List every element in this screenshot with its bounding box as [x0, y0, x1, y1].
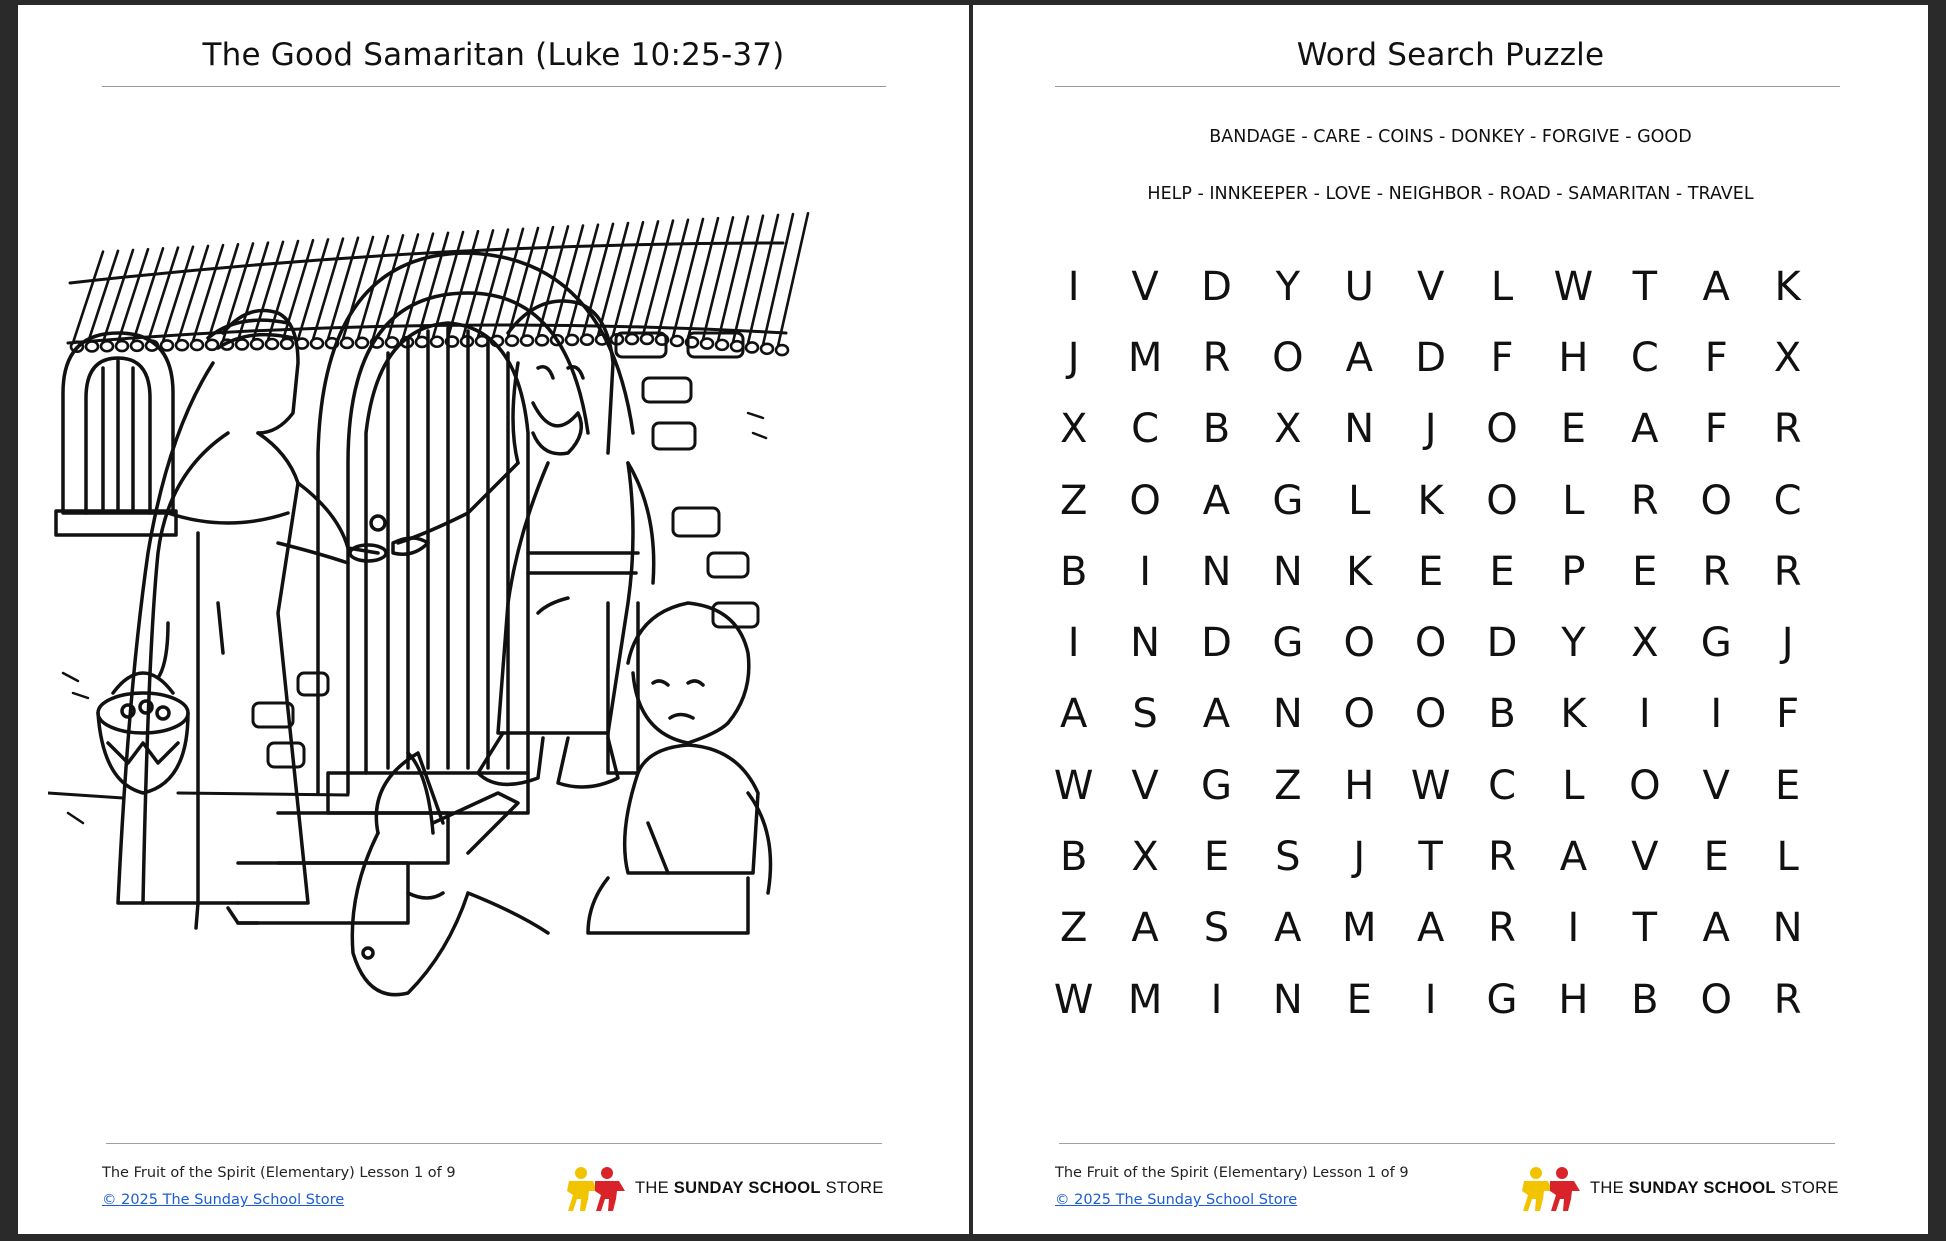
grid-letter: H: [1344, 762, 1375, 809]
grid-letter: Z: [1274, 762, 1302, 809]
grid-letter: S: [1275, 834, 1301, 881]
grid-letter: N: [1130, 620, 1161, 667]
grid-letter: I: [1638, 691, 1651, 738]
grid-letter: Y: [1275, 263, 1301, 310]
grid-letter: E: [1418, 548, 1444, 595]
grid-letter: I: [1067, 263, 1080, 310]
grid-letter: A: [1131, 905, 1159, 952]
grid-letter: O: [1343, 691, 1375, 738]
title-divider: [102, 86, 886, 87]
grid-letter: G: [1486, 976, 1518, 1023]
grid-letter: T: [1418, 834, 1443, 881]
grid-letter: O: [1629, 762, 1661, 809]
grid-letter: Y: [1561, 620, 1586, 667]
grid-letter: Z: [1059, 477, 1088, 524]
grid-letter: V: [1631, 834, 1659, 881]
grid-letter: C: [1630, 334, 1659, 381]
grid-letter: B: [1631, 976, 1659, 1023]
grid-letter: W: [1053, 976, 1094, 1023]
word-bank-line-2: HELP - INNKEEPER - LOVE - NEIGHBOR - ROAD - SAMARITAN - TRAVEL: [1147, 184, 1754, 204]
brand-logo[interactable]: [1518, 1165, 1839, 1211]
grid-letter: I: [1567, 905, 1580, 952]
grid-letter: W: [1410, 762, 1451, 809]
grid-letter: E: [1703, 834, 1729, 881]
grid-letter: O: [1343, 620, 1375, 667]
grid-letter: W: [1553, 263, 1594, 310]
grid-letter: M: [1127, 334, 1163, 381]
sunday-school-logo-icon: [1518, 1165, 1582, 1211]
grid-letter: J: [1424, 406, 1437, 453]
brand-logo[interactable]: [563, 1165, 884, 1211]
grid-letter: J: [1067, 334, 1080, 381]
wall-bricks: [48, 333, 758, 798]
grid-letter: A: [1631, 406, 1659, 453]
grid-letter: K: [1774, 263, 1801, 310]
grid-letter: V: [1416, 263, 1445, 310]
grid-letter: G: [1200, 762, 1232, 809]
grid-letter: A: [1202, 691, 1231, 738]
grid-letter: J: [1353, 834, 1366, 881]
grid-letter: K: [1560, 691, 1587, 738]
grid-letter: R: [1773, 406, 1802, 453]
grid-letter: I: [1139, 548, 1151, 595]
grid-letter: O: [1414, 691, 1447, 738]
grid-letter: G: [1272, 620, 1304, 667]
page-title: The Good Samaritan (Luke 10:25-37): [202, 37, 785, 73]
grid-letter: W: [1053, 762, 1094, 809]
grid-letter: T: [1632, 263, 1658, 310]
grid-letter: N: [1201, 548, 1232, 595]
grid-letter: U: [1344, 263, 1374, 310]
grid-letter: O: [1700, 976, 1732, 1023]
grid-letter: O: [1486, 477, 1518, 524]
grid-letter: V: [1131, 263, 1159, 310]
grid-letter: F: [1704, 406, 1728, 453]
grid-letter: H: [1558, 976, 1589, 1023]
grid-letter: F: [1490, 334, 1514, 381]
grid-letter: D: [1486, 620, 1518, 667]
grid-letter: A: [1202, 477, 1231, 524]
lesson-label: The Fruit of the Spirit (Elementary) Lesson 1 of 9: [102, 1165, 456, 1181]
grid-letter: V: [1702, 762, 1730, 809]
grid-letter: R: [1488, 905, 1516, 952]
grid-letter: L: [1562, 477, 1585, 524]
grid-letter: O: [1129, 477, 1161, 524]
old-man-figure: [393, 301, 654, 787]
grid-letter: B: [1202, 406, 1231, 453]
grid-letter: C: [1488, 762, 1516, 809]
title-divider: [1055, 86, 1840, 87]
coloring-page: [18, 5, 969, 1234]
sunday-school-logo-icon: [563, 1165, 627, 1211]
grid-letter: E: [1346, 976, 1372, 1023]
grid-letter: C: [1773, 477, 1802, 524]
grid-letter: R: [1630, 477, 1659, 524]
donkey: [352, 753, 548, 995]
grid-letter: E: [1560, 406, 1587, 453]
grid-letter: F: [1704, 334, 1728, 381]
grid-letter: A: [1702, 905, 1730, 952]
grid-letter: X: [1773, 334, 1802, 381]
grid-letter: N: [1272, 548, 1303, 595]
grid-letter: R: [1773, 548, 1802, 595]
grid-letter: G: [1700, 620, 1732, 667]
grid-letter: O: [1272, 334, 1304, 381]
grid-letter: I: [1067, 620, 1080, 667]
word-search-page: [973, 5, 1928, 1234]
grid-letter: D: [1201, 263, 1232, 310]
grid-letter: B: [1059, 548, 1088, 595]
grid-letter: R: [1773, 976, 1802, 1023]
grid-letter: V: [1131, 762, 1159, 809]
grid-letter: P: [1561, 548, 1586, 595]
grid-letter: O: [1486, 406, 1518, 453]
grid-letter: G: [1272, 477, 1304, 524]
grid-letter: A: [1345, 334, 1373, 381]
grid-letter: L: [1348, 477, 1371, 524]
grid-letter: R: [1702, 548, 1731, 595]
grid-letter: N: [1344, 406, 1375, 453]
grid-letter: M: [1342, 905, 1377, 952]
grid-letter: N: [1272, 691, 1303, 738]
footer-divider: [1059, 1143, 1835, 1144]
grid-letter: L: [1562, 762, 1585, 809]
grid-letter: D: [1201, 620, 1232, 667]
copyright-link[interactable]: © 2025 The Sunday School Store: [1055, 1192, 1298, 1208]
brand-text: THE SUNDAY SCHOOL STORE: [635, 1178, 884, 1197]
page-title: Word Search Puzzle: [1296, 37, 1605, 73]
grid-letter: Z: [1059, 905, 1088, 952]
grid-letter: N: [1272, 976, 1303, 1023]
grid-letter: X: [1631, 620, 1659, 667]
grid-letter: L: [1490, 263, 1514, 310]
grid-letter: E: [1632, 548, 1658, 595]
grid-letter: R: [1202, 334, 1231, 381]
grid-letter: E: [1203, 834, 1230, 881]
grid-letter: I: [1210, 976, 1223, 1023]
grid-letter: A: [1274, 905, 1302, 952]
grid-letter: R: [1488, 834, 1516, 881]
brand-text: THE SUNDAY SCHOOL STORE: [1590, 1178, 1839, 1197]
grid-letter: O: [1414, 620, 1447, 667]
grid-letter: I: [1710, 691, 1723, 738]
grid-letter: T: [1632, 905, 1658, 952]
grid-letter: E: [1489, 548, 1515, 595]
copyright-link[interactable]: © 2025 The Sunday School Store: [102, 1192, 345, 1208]
grid-letter: B: [1488, 691, 1516, 738]
grid-letter: L: [1776, 834, 1799, 881]
grid-letter: F: [1776, 691, 1800, 738]
grid-letter: H: [1558, 334, 1589, 381]
grid-letter: K: [1417, 477, 1444, 524]
lesson-label: The Fruit of the Spirit (Elementary) Lesson 1 of 9: [1055, 1165, 1409, 1181]
grid-letter: S: [1203, 905, 1230, 952]
grid-letter: E: [1774, 762, 1801, 809]
grid-letter: X: [1059, 406, 1088, 453]
grid-letter: D: [1415, 334, 1447, 381]
letter-grid: [1038, 251, 1823, 1035]
grid-letter: K: [1346, 548, 1373, 595]
grid-letter: S: [1132, 691, 1158, 738]
word-bank-line-1: BANDAGE - CARE - COINS - DONKEY - FORGIVE - GOOD: [1209, 127, 1692, 147]
grid-letter: B: [1059, 834, 1088, 881]
woman-figure: [98, 311, 386, 929]
grid-letter: X: [1131, 834, 1159, 881]
grid-letter: N: [1772, 905, 1803, 952]
grid-letter: M: [1127, 976, 1163, 1023]
grid-letter: O: [1700, 477, 1732, 524]
grid-letter: A: [1060, 691, 1088, 738]
grid-letter: A: [1702, 263, 1730, 310]
grid-letter: X: [1274, 406, 1302, 453]
grid-letter: I: [1424, 976, 1437, 1023]
grid-letter: A: [1416, 905, 1445, 952]
footer-divider: [106, 1143, 882, 1144]
grid-letter: A: [1559, 834, 1588, 881]
grid-letter: J: [1781, 620, 1794, 667]
grid-letter: C: [1131, 406, 1160, 453]
coloring-illustration: [48, 133, 968, 1025]
